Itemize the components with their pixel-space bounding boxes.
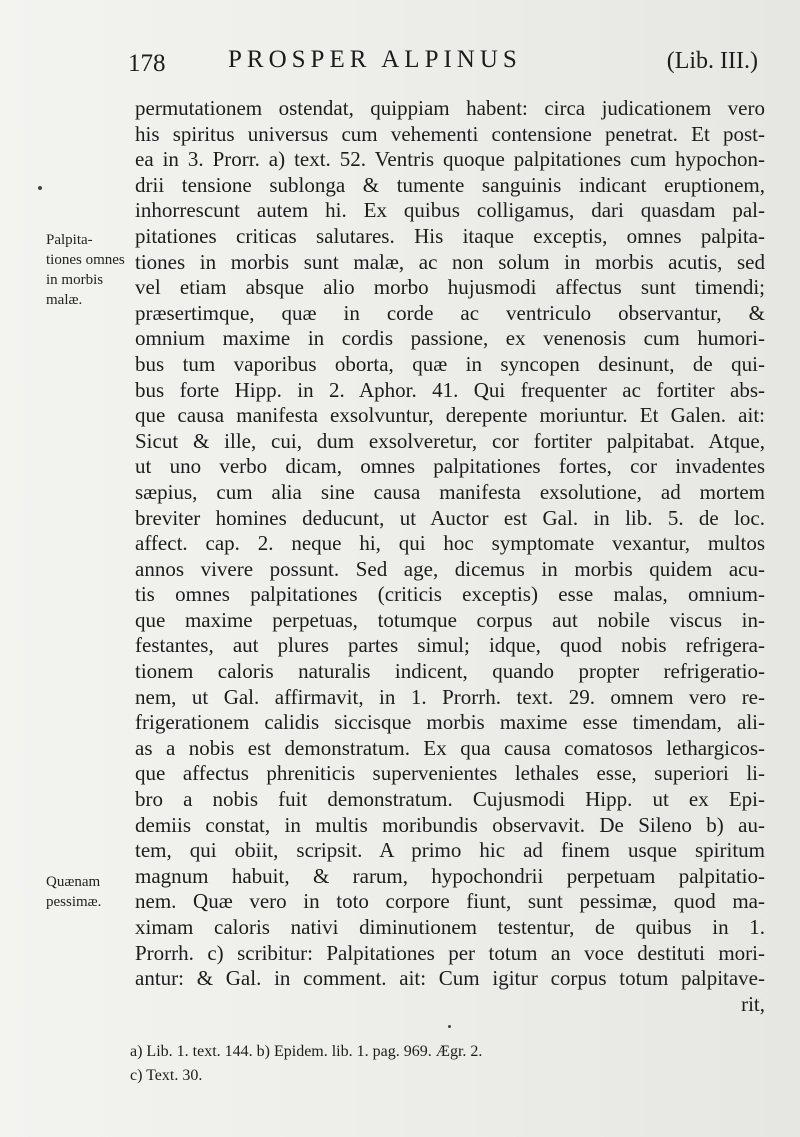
body-line: Sicut & ille, cui, dum exsolveretur, cor fortiter palpitabat. Atque, [135,428,765,453]
footnote-line: a) Lib. 1. text. 144. b) Epidem. lib. 1. pag. 969. Ægr. 2. [130,1043,483,1060]
body-line: festantes, aut plures partes simul; idque, quod nobis refrigera- [135,633,765,658]
body-line: permutationem ostendat, quippiam habent: circa judicationem vero [135,96,765,120]
body-line: sæpius, cum alia sine causa manifesta exsolutione, ad mortem [135,479,765,504]
running-title: PROSPER ALPINUS [228,46,522,73]
body-line: nem, ut Gal. affirmavit, in 1. Prorrh. text. 29. omnem vero re- [135,684,765,709]
body-line: ximam caloris nativi diminutionem testentur, de quibus in 1. [135,915,765,939]
body-line: pitationes criticas salutares. His itaque exceptis, omnes palpita- [135,223,765,248]
body-line: que maxime perpetuas, totumque corpus aut nobile viscus in- [135,607,765,632]
body-line: bus forte Hipp. in 2. Aphor. 41. Qui frequenter ac fortiter abs- [135,377,765,402]
body-line: as a nobis est demonstratum. Ex qua causa comatosos lethargicos- [135,735,765,760]
body-line: rit, [741,991,765,1016]
body-line: magnum habuit, & rarum, hypochondrii perpetuam palpitatio- [135,863,765,888]
body-line: drii tensione sublonga & tumente sanguinis indicant eruptionem, [135,172,765,197]
body-line: his spiritus universus cum vehementi contensione penetrat. Et post- [135,121,765,146]
body-line: omnium maxime in cordis passione, ex venenosis cum humori- [135,326,765,351]
page-number: 178 [128,50,166,77]
body-line: demiis constat, in multis moribundis observavit. De Sileno b) au- [135,812,765,837]
ink-speck [448,1025,451,1028]
body-line: breviter homines deducunt, ut Auctor est Gal. in lib. 5. de loc. [135,505,765,530]
body-line: bro a nobis fuit demonstratum. Cujusmodi Hipp. ut ex Epi- [135,787,765,812]
margin-note-palpitationes: Palpita- tiones omnes in morbis malæ. [46,232,125,308]
body-line: tionem caloris naturalis indicent, quando propter refrigeratio- [135,659,765,684]
body-line: tiones in morbis sunt malæ, ac non solum in morbis acutis, sed [135,249,765,274]
running-header [128,46,768,86]
body-line: annos vivere possunt. Sed age, dicemus in morbis quidem acu- [135,556,765,581]
body-line: vel etiam absque alio morbo hujusmodi affectus sunt timendi; [135,275,765,300]
body-line: tis omnes palpitationes (criticis exceptis) esse malas, omnium- [135,582,765,607]
body-line: præsertimque, quæ in corde ac ventriculo observantur, & [135,300,765,325]
body-line: tem, qui obiit, scripsit. A primo hic ad finem usque spiritum [135,838,765,863]
ink-speck [38,186,42,190]
body-line: bus tum vaporibus oborta, quæ in syncopen desinunt, de qui- [135,351,765,376]
footnote-line: c) Text. 30. [130,1067,203,1084]
body-line: que causa manifesta exsolvuntur, derepente moriuntur. Et Galen. ait: [135,403,765,428]
book-indicator: (Lib. III.) [666,48,758,74]
body-line: inhorrescunt autem hi. Ex quibus colligamus, dari quasdam pal- [135,198,765,223]
body-line: Prorrh. c) scribitur: Palpitationes per totum an voce destituti mori- [135,940,765,965]
body-text [135,96,765,1017]
footnotes [130,1040,690,1088]
body-line: frigerationem calidis siccisque morbis maxime esse timendam, ali- [135,710,765,735]
body-line: affect. cap. 2. neque hi, qui hoc symptomate vexantur, multos [135,531,765,556]
body-line: ea in 3. Prorr. a) text. 52. Ventris quoque palpitationes cum hypochon- [135,147,765,172]
body-line: ut uno verbo dicam, omnes palpitationes fortes, cor invadentes [135,454,765,479]
body-line: que affectus phreniticis supervenientes lethales esse, superiori li- [135,761,765,786]
margin-note-quaenam: Quænam pessimæ. [46,874,102,910]
body-line: nem. Quæ vero in toto corpore fiunt, sunt pessimæ, quod ma- [135,889,765,914]
body-line: antur: & Gal. in comment. ait: Cum igitur corpus totum palpitave- [135,966,765,991]
